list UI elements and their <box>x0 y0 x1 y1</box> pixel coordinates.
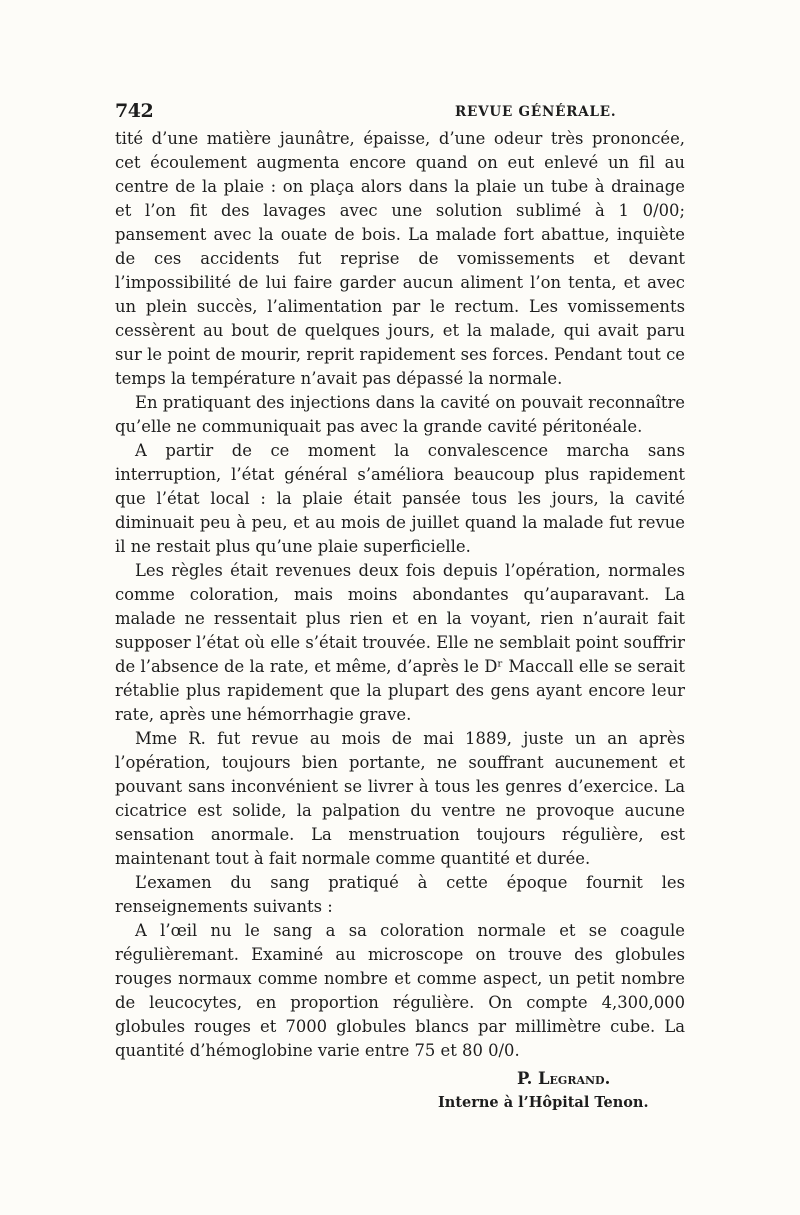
paragraph-examen: L’examen du sang pratiqué à cette époque fournit les renseignements suivants : <box>115 873 685 916</box>
page-number: 742 <box>115 100 154 122</box>
signature-block <box>115 1067 685 1115</box>
signature-affiliation: Interne à l’Hôpital Tenon. <box>438 1094 649 1111</box>
signature-author: P. Legrand. <box>517 1069 611 1088</box>
article-body <box>115 127 685 1063</box>
paragraph-injections: En pratiquant des injections dans la cavité on pouvait reconnaître qu’elle ne communiquait pas avec la grande cavité péritonéale. <box>115 393 685 436</box>
running-header <box>115 100 685 126</box>
paragraph-convalescence: A partir de ce moment la convalescence marcha sans interruption, l’état général s’améliora beaucoup plus rapidement que l’état local : la plaie était pansée tous les jours, la cavité diminuait peu à peu, et au mois de juillet quand la malade fut revue il ne restait plus qu’une plaie superficielle. <box>115 441 685 556</box>
paragraph-continued: tité d’une matière jaunâtre, épaisse, d’une odeur très prononcée, cet écoulement augmenta encore quand on eut enlevé un fil au centre de la plaie : on plaça alors dans la plaie un tube à drainage et l’on fit des lavages avec une solution sublimé à 1 0/00; pansement avec la ouate de bois. La malade fort abattue, inquiète de ces accidents fut reprise de vomissements et devant l’impossibilité de lui faire garder aucun aliment l’on tenta, et avec un plein succès, l’alimentation par le rectum. Les vomissements cessèrent au bout de quelques jours, et la malade, qui avait paru sur le point de mourir, reprit rapidement ses forces. Pendant tout ce temps la température n’avait pas dépassé la normale. <box>115 129 685 388</box>
paragraph-regles: Les règles était revenues deux fois depuis l’opération, normales comme coloration, mais moins abondantes qu’auparavant. La malade ne ressentait plus rien et en la voyant, rien n’aurait fait supposer l’état où elle s’était trouvée. Elle ne semblait point souffrir de l’absence de la rate, et même, d’après le Dʳ Maccall elle se serait rétablie plus rapidement que la plupart des gens ayant encore leur rate, après une hémorrhagie grave. <box>115 561 685 724</box>
paragraph-revue: Mme R. fut revue au mois de mai 1889, juste un an après l’opération, toujours bien portante, ne souffrant aucunement et pouvant sans inconvénient se livrer à tous les genres d’exercice. La cicatrice est solide, la palpation du ventre ne provoque aucune sensation anormale. La menstruation toujours régulière, est maintenant tout à fait normale comme quantité et durée. <box>115 729 685 868</box>
running-title: REVUE GÉNÉRALE. <box>455 104 617 120</box>
paragraph-sang: A l’œil nu le sang a sa coloration normale et se coagule régulièremant. Examiné au microscope on trouve des globules rouges normaux comme nombre et comme aspect, un petit nombre de leucocytes, en proportion régulière. On compte 4,300,000 globules rouges et 7000 globules blancs par millimètre cube. La quantité d’hémoglobine varie entre 75 et 80 0/0. <box>115 921 685 1060</box>
